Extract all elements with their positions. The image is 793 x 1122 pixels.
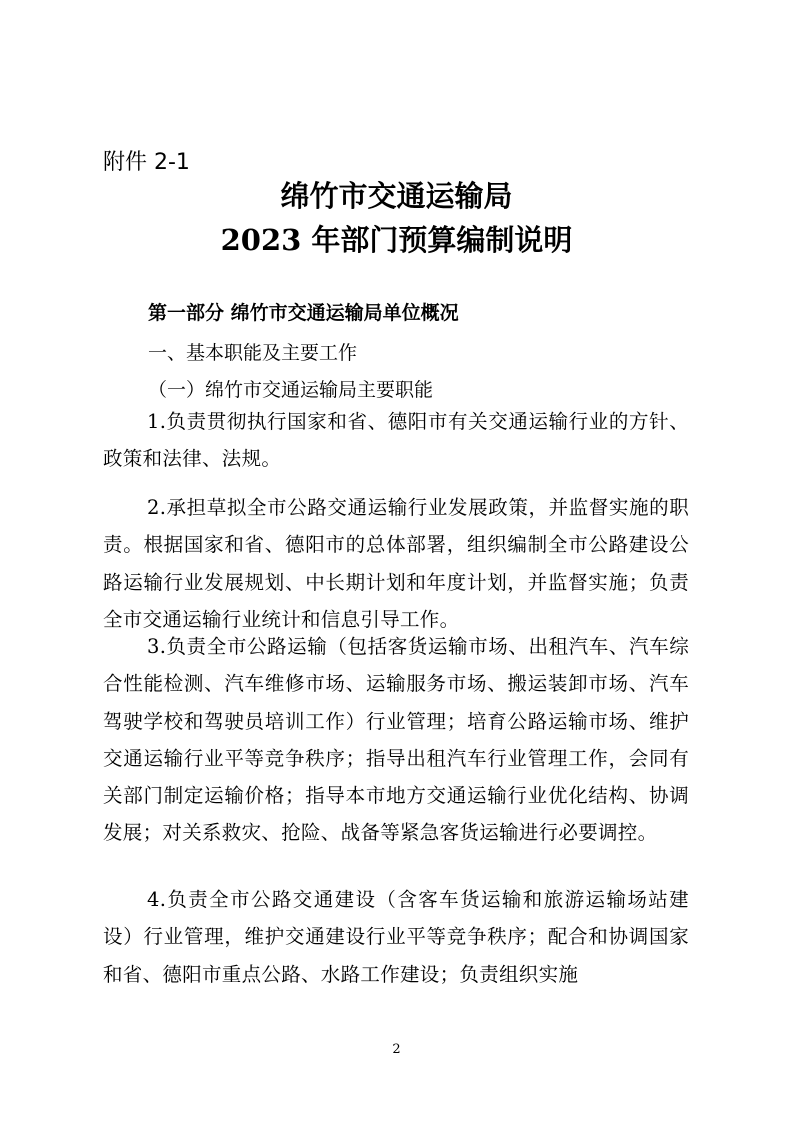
document-title-line-1: 绵竹市交通运输局: [280, 179, 513, 213]
paragraph-duty-1: 1.负责贯彻执行国家和省、德阳市有关交通运输行业的方针、政策和法律、法规。: [103, 410, 689, 471]
document-title-line-2: 2023 年部门预算编制说明: [220, 223, 573, 257]
attachment-label: 附件 2-1: [103, 150, 190, 175]
subheading-main-duties: （一）绵竹市交通运输局主要职能: [148, 379, 434, 401]
paragraph-duty-4: 4.负责全市公路交通建设（含客车货运输和旅游运输场站建设）行业管理，维护交通建设行业平等竞争秩序；配合和协调国家和省、德阳市重点公路、水路工作建设；负责组织实施: [103, 888, 689, 986]
section-heading: 第一部分 绵竹市交通运输局单位概况: [148, 302, 459, 324]
page-number: 2: [392, 1042, 401, 1057]
subheading-basic-functions: 一、基本职能及主要工作: [148, 342, 358, 364]
paragraph-duty-2: 2.承担草拟全市公路交通运输行业发展政策，并监督实施的职责。根据国家和省、德阳市的总体部署，组织编制全市公路建设公路运输行业发展规划、中长期计划和年度计划，并监督实施；负责全市交通运输行业统计和信息引导工作。: [103, 496, 689, 631]
paragraph-duty-3: 3.负责全市公路运输（包括客货运输市场、出租汽车、汽车综合性能检测、汽车维修市场、运输服务市场、搬运装卸市场、汽车驾驶学校和驾驶员培训工作）行业管理；培育公路运输市场、维护交通运输行业平等竞争秩序；指导出租汽车行业管理工作，会同有关部门制定运输价格；指导本市地方交通运输行业优化结构、协调发展；对关系救灾、抢险、战备等紧急客货运输进行必要调控。: [103, 635, 689, 845]
